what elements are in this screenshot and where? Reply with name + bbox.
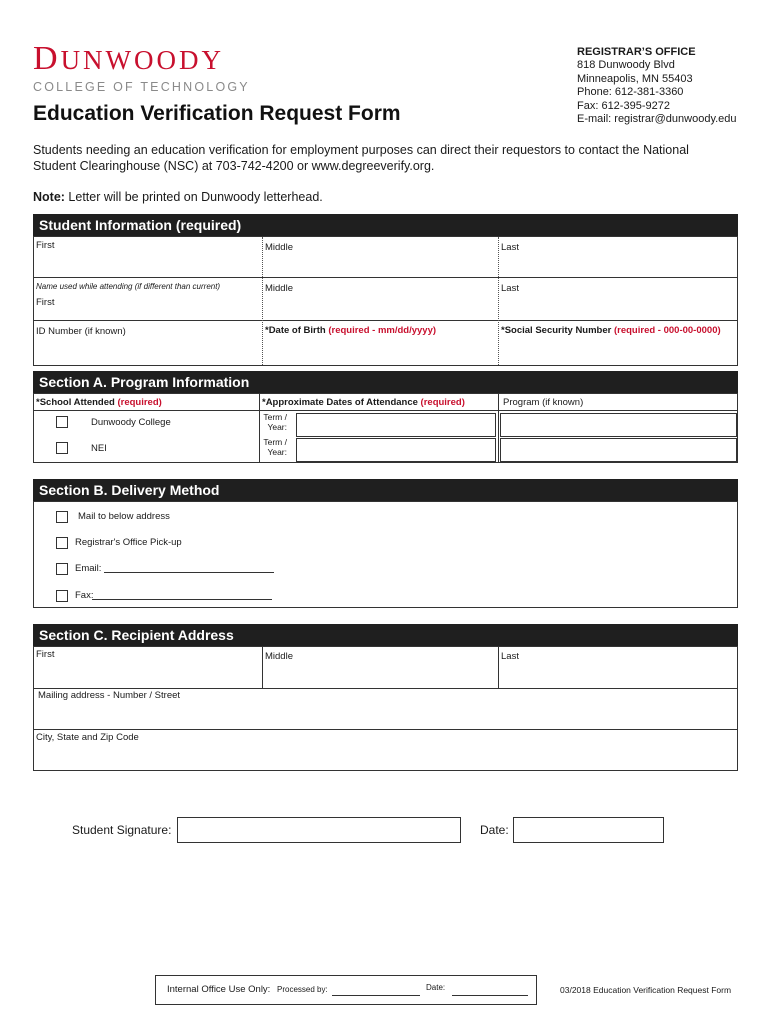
ssn-required-hint: (required - 000-00-0000) bbox=[613, 325, 721, 336]
term-year-label-2 bbox=[263, 437, 287, 457]
mail-label: Mail to below address bbox=[78, 511, 170, 522]
school-label-text: *School Attended bbox=[36, 397, 118, 408]
note-text: Letter will be printed on Dunwoody letterhead. bbox=[64, 190, 323, 204]
pickup-checkbox[interactable] bbox=[56, 537, 68, 549]
recipient-last-label: Last bbox=[501, 651, 519, 662]
recipient-first-label: First bbox=[36, 649, 55, 660]
processed-by-label: Processed by: bbox=[277, 985, 328, 994]
former-first-field[interactable] bbox=[34, 278, 260, 320]
fax-checkbox[interactable] bbox=[56, 590, 68, 602]
last-name-label: Last bbox=[501, 242, 519, 253]
dunwoody-logo-name bbox=[33, 42, 224, 76]
dunwoody-college-label: Dunwoody College bbox=[91, 417, 171, 428]
signature-date-field[interactable] bbox=[513, 817, 664, 843]
recipient-last-field[interactable] bbox=[499, 647, 737, 688]
former-last-field[interactable] bbox=[500, 278, 737, 320]
attendance-dates-field-2[interactable] bbox=[296, 438, 496, 462]
first-name-label: First bbox=[36, 240, 55, 251]
logo-initial: D bbox=[33, 40, 61, 77]
program-field-2[interactable] bbox=[500, 438, 737, 462]
recipient-first-field[interactable] bbox=[34, 647, 261, 688]
term-year-label-1 bbox=[263, 412, 287, 432]
first-name-field[interactable] bbox=[34, 237, 260, 277]
internal-use-box bbox=[155, 975, 537, 1005]
email-checkbox[interactable] bbox=[56, 563, 68, 575]
letterhead-note bbox=[33, 190, 323, 204]
city-state-zip-label: City, State and Zip Code bbox=[36, 732, 139, 743]
dob-field[interactable] bbox=[264, 321, 496, 365]
school-required-hint: (required) bbox=[117, 397, 162, 408]
student-signature-field[interactable] bbox=[177, 817, 461, 843]
logo-rest: UNWOODY bbox=[60, 45, 225, 75]
school-attended-label bbox=[36, 397, 162, 408]
registrar-contact bbox=[577, 46, 737, 126]
year-label-2: Year: bbox=[267, 447, 287, 457]
page-title: Education Verification Request Form bbox=[33, 102, 401, 125]
nei-label: NEI bbox=[91, 443, 107, 454]
registrar-fax: Fax: 612-395-9272 bbox=[577, 99, 670, 112]
id-number-field[interactable] bbox=[34, 321, 260, 365]
dates-label-text: *Approximate Dates of Attendance bbox=[262, 397, 421, 408]
pickup-label: Registrar's Office Pick-up bbox=[75, 537, 182, 548]
fax-field[interactable] bbox=[92, 599, 272, 600]
registrar-address1: 818 Dunwoody Blvd bbox=[577, 59, 675, 72]
mail-checkbox[interactable] bbox=[56, 511, 68, 523]
processed-by-field[interactable] bbox=[332, 995, 420, 996]
year-label-1: Year: bbox=[267, 422, 287, 432]
signature-date-label: Date: bbox=[480, 823, 509, 837]
middle-name-label: Middle bbox=[265, 242, 293, 253]
registrar-phone: Phone: 612-381-3360 bbox=[577, 86, 684, 99]
dates-required-hint: (required) bbox=[420, 397, 465, 408]
note-label: Note: bbox=[33, 190, 65, 204]
intro-text: Students needing an education verification for employment purposes can direct their requestors to contact the National Student Clearinghouse (NSC) at 703-742-4200 or www.degreeverify.org. bbox=[33, 143, 689, 173]
recipient-middle-label: Middle bbox=[265, 651, 293, 662]
mailing-address-field[interactable] bbox=[34, 689, 737, 729]
program-field-1[interactable] bbox=[500, 413, 737, 437]
former-middle-label: Middle bbox=[265, 283, 293, 294]
middle-name-field[interactable] bbox=[264, 237, 496, 277]
footer-date-label: Date: bbox=[426, 983, 446, 992]
former-last-label: Last bbox=[501, 283, 519, 294]
section-b-header: Section B. Delivery Method bbox=[33, 479, 738, 501]
attendance-dates-field-1[interactable] bbox=[296, 413, 496, 437]
student-signature-label: Student Signature: bbox=[72, 823, 172, 837]
email-label: Email: bbox=[75, 563, 102, 574]
former-name-label: Name used while attending (if different than current) bbox=[36, 282, 221, 291]
fax-label: Fax: bbox=[75, 590, 94, 601]
internal-use-label: Internal Office Use Only: bbox=[167, 984, 271, 995]
email-field[interactable] bbox=[104, 572, 274, 573]
ssn-label-text: *Social Security Number bbox=[501, 325, 614, 336]
registrar-email: E-mail: registrar@dunwoody.edu bbox=[577, 113, 737, 126]
registrar-address2: Minneapolis, MN 55403 bbox=[577, 72, 693, 85]
term-label-2: Term / bbox=[263, 437, 287, 447]
former-first-label: First bbox=[36, 297, 55, 308]
student-info-box bbox=[33, 236, 738, 366]
footer-date-field[interactable] bbox=[452, 995, 528, 996]
registrar-heading: REGISTRAR’S OFFICE bbox=[577, 46, 696, 58]
section-c-header: Section C. Recipient Address bbox=[33, 624, 738, 646]
dob-required-hint: (required - mm/dd/yyyy) bbox=[328, 325, 437, 336]
id-number-label: ID Number (if known) bbox=[36, 326, 126, 337]
city-state-zip-field[interactable] bbox=[34, 730, 737, 770]
section-c-box bbox=[33, 646, 738, 771]
form-id: 03/2018 Education Verification Request Form bbox=[560, 985, 732, 995]
section-a-header: Section A. Program Information bbox=[33, 371, 738, 393]
former-middle-field[interactable] bbox=[264, 278, 496, 320]
dob-label-text: *Date of Birth bbox=[265, 325, 329, 336]
last-name-field[interactable] bbox=[500, 237, 737, 277]
section-b-box bbox=[33, 501, 738, 608]
term-label-1: Term / bbox=[263, 412, 287, 422]
section-a-box bbox=[33, 393, 738, 463]
attendance-dates-label bbox=[262, 397, 465, 408]
mailing-address-label: Mailing address - Number / Street bbox=[38, 690, 181, 701]
ssn-field[interactable] bbox=[500, 321, 737, 365]
recipient-middle-field[interactable] bbox=[263, 647, 497, 688]
dunwoody-college-checkbox[interactable] bbox=[56, 416, 68, 428]
student-info-header: Student Information (required) bbox=[33, 214, 738, 236]
nei-checkbox[interactable] bbox=[56, 442, 68, 454]
logo-subtitle: COLLEGE OF TECHNOLOGY bbox=[33, 80, 250, 94]
program-label: Program (if known) bbox=[503, 397, 584, 408]
